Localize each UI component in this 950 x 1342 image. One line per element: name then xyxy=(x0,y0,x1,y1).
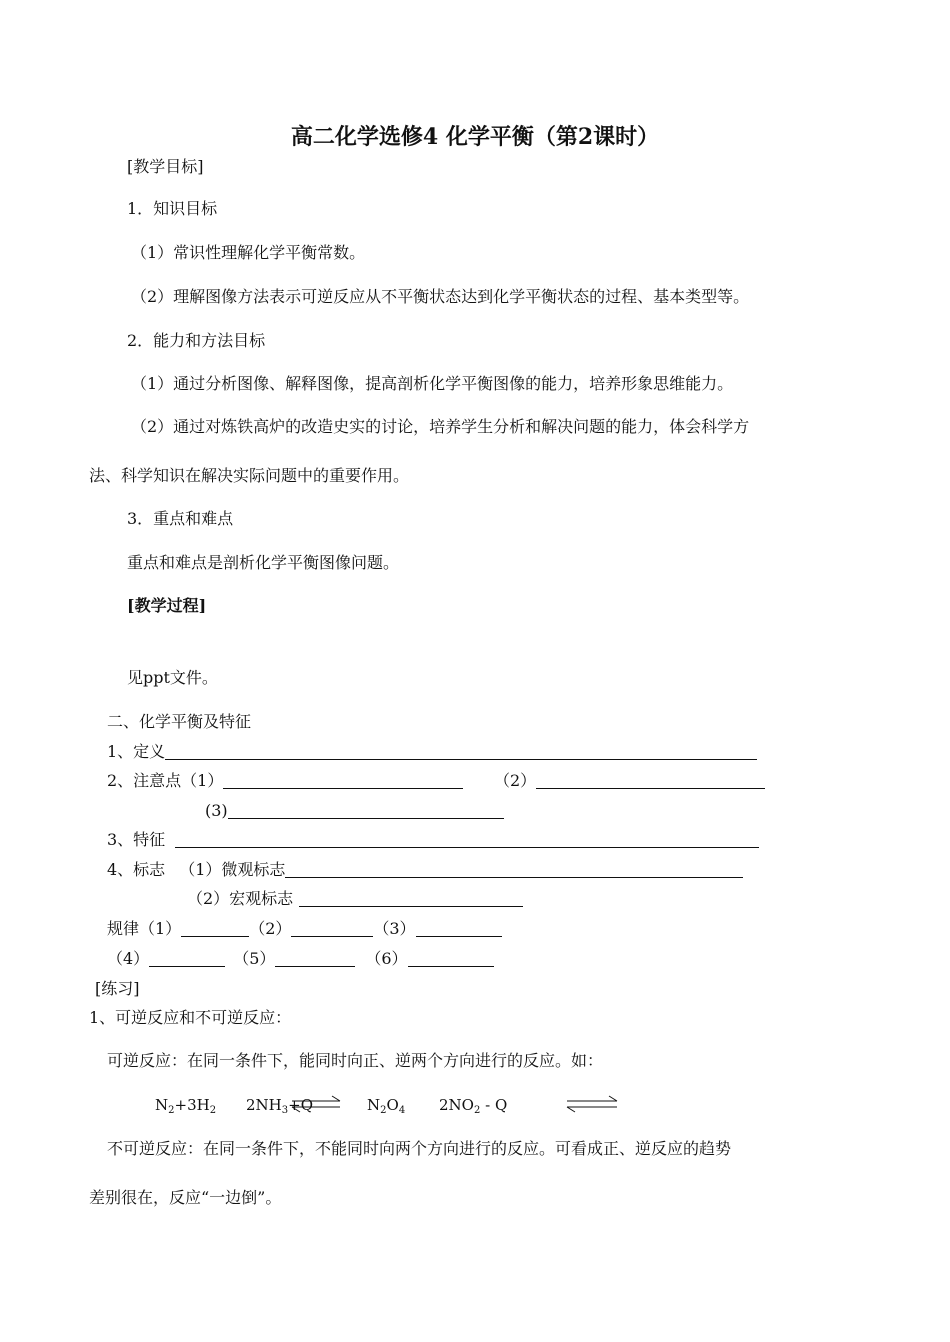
key-points-heading: 3．重点和难点 xyxy=(127,509,234,528)
notes-label-2: （2） xyxy=(494,771,537,790)
rule-blank-2 xyxy=(291,918,373,937)
rule-label-4: （4） xyxy=(107,949,150,968)
eq-n2-sub: 2 xyxy=(168,1105,175,1116)
rule-blank-5 xyxy=(275,948,355,967)
macro-sign-label: （2）宏观标志 xyxy=(187,889,294,908)
page-title: 高二化学选修4 化学平衡（第2课时） xyxy=(290,124,660,150)
rule-blank-4 xyxy=(149,948,225,967)
definition-blank xyxy=(165,741,757,760)
eq-n2o4-sub1: 2 xyxy=(380,1105,387,1116)
ability-objective-item: （2）通过对炼铁高炉的改造史实的讨论，培养学生分析和解决问题的能力，体会科学方 xyxy=(131,417,750,436)
equilibrium-arrow-icon xyxy=(290,1094,342,1116)
process-heading: [教学过程] xyxy=(127,596,207,615)
eq-no2-sub: 2 xyxy=(473,1105,481,1116)
practice-heading: [练习] xyxy=(95,979,140,998)
key-points-text: 重点和难点是剖析化学平衡图像问题。 xyxy=(127,553,400,572)
notes-row-3 xyxy=(205,800,504,822)
features-blank xyxy=(175,829,759,848)
features-label: 3、特征 xyxy=(107,830,166,849)
eq-n2: N xyxy=(155,1096,169,1114)
notes-blank-2 xyxy=(536,770,765,789)
macro-sign-row xyxy=(187,888,523,910)
ability-objective-item-continued: 法、科学知识在解决实际问题中的重要作用。 xyxy=(89,466,410,485)
rule-row-2 xyxy=(107,948,494,970)
notes-blank-1 xyxy=(223,770,463,789)
eq-plus-3h: +3H xyxy=(174,1096,210,1114)
rule-blank-1 xyxy=(181,918,249,937)
eq-nh3: 2NH xyxy=(246,1096,282,1114)
notes-row xyxy=(107,770,463,792)
objectives-heading: [教学目标] xyxy=(127,157,204,176)
reversible-definition: 可逆反应：在同一条件下，能同时向正、逆两个方向进行的反应。如： xyxy=(107,1051,604,1070)
knowledge-objective-item: （1）常识性理解化学平衡常数。 xyxy=(131,243,366,262)
equation-reactants-2 xyxy=(367,1094,405,1122)
knowledge-objective-heading: 1．知识目标 xyxy=(127,199,218,218)
eq-no2: 2NO xyxy=(439,1096,474,1114)
eq-h2-sub: 2 xyxy=(209,1105,217,1116)
rule-blank-3 xyxy=(416,918,502,937)
see-ppt-text: 见ppt文件。 xyxy=(127,668,218,687)
irreversible-definition: 不可逆反应：在同一条件下，不能同时向两个方向进行的反应。可看成正、逆反应的趋势 xyxy=(107,1139,732,1158)
macro-sign-blank xyxy=(299,888,523,907)
signs-label: 4、标志 xyxy=(107,860,166,879)
notes-label-3: (3) xyxy=(205,801,228,820)
eq-plus-q: +Q xyxy=(288,1096,313,1114)
signs-row xyxy=(107,859,743,881)
notes-label: 2、注意点（1） xyxy=(107,771,224,790)
rule-label-6: （6） xyxy=(365,949,408,968)
ability-objective-item: （1）通过分析图像、解释图像，提高剖析化学平衡图像的能力，培养形象思维能力。 xyxy=(131,374,734,393)
rule-row-1 xyxy=(107,918,502,940)
rule-label-3: （3） xyxy=(373,919,416,938)
definition-label: 1、定义 xyxy=(107,742,166,761)
rule-blank-6 xyxy=(408,948,494,967)
eq-n2o4-sub2: 4 xyxy=(398,1105,406,1116)
micro-sign-blank xyxy=(285,859,743,878)
features-row xyxy=(107,829,759,851)
rule-label-2: （2） xyxy=(249,919,292,938)
eq-nh3-sub: 3 xyxy=(281,1105,289,1116)
notes-blank-3 xyxy=(228,800,504,819)
ability-objective-heading: 2．能力和方法目标 xyxy=(127,331,266,350)
equation-reactants-1 xyxy=(155,1094,216,1122)
knowledge-objective-item: （2）理解图像方法表示可逆反应从不平衡状态达到化学平衡状态的过程、基本类型等。 xyxy=(131,287,750,306)
rule-label-1: 规律（1） xyxy=(107,919,182,938)
eq-n2o4-n: N xyxy=(367,1096,381,1114)
equilibrium-arrow-icon xyxy=(565,1094,619,1116)
section-heading: 二、化学平衡及特征 xyxy=(107,712,252,731)
micro-sign-label: （1）微观标志 xyxy=(179,860,286,879)
irreversible-definition-continued: 差别很在，反应“一边倒”。 xyxy=(89,1188,282,1207)
eq-n2o4-o: O xyxy=(386,1096,399,1114)
equation-products-2 xyxy=(439,1094,507,1122)
notes-row-2 xyxy=(494,770,765,792)
eq-minus-q: - Q xyxy=(480,1096,508,1114)
rule-label-5: （5） xyxy=(233,949,276,968)
definition-row xyxy=(107,741,757,763)
practice-item-title: 1、可逆反应和不可逆反应： xyxy=(89,1008,292,1027)
